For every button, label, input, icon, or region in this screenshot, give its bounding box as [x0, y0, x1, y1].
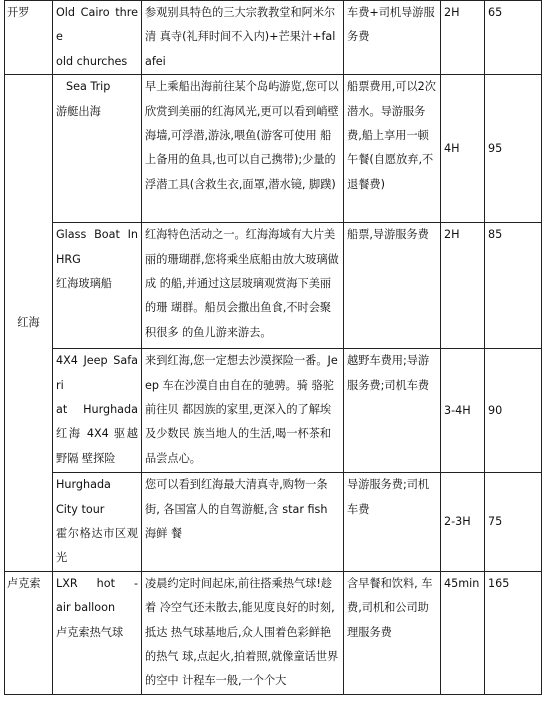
region-label: 红海 [17, 315, 40, 329]
tour-cost-included: 车费+司机导游服 务费 [344, 1, 441, 75]
tour-price: 75 [485, 473, 542, 572]
tour-duration: 3-4H [441, 349, 485, 473]
tour-name-line: Hurghada [56, 478, 111, 492]
tour-description: 红海特色活动之一。红海海域有大片美丽的珊瑚群,您将乘坐底船由放大玻璃做成 的船,并通过这层玻璃观赏海下美丽的珊 瑚群。船员会撒出鱼食,不时会聚积很多 的鱼儿游来游去。 [142, 223, 344, 349]
table-row [5, 473, 542, 572]
tour-duration: 2H [441, 223, 485, 349]
table-row [5, 223, 542, 349]
tour-name-line: air balloon [56, 601, 116, 615]
tour-name-line: 卢克索热气球 [56, 625, 124, 639]
tour-name-cell [53, 1, 142, 75]
tour-description: 来到红海,您一定想去沙漠探险一番。Jeep 车在沙漠自由自在的驰骋。骑 骆驼前往贝 都因族的家里,更深入的了解埃及少数民 族当地人的生活,喝一杯茶和品尝点心。 [142, 349, 344, 473]
tour-price: 65 [485, 1, 542, 75]
tour-name-line: LXR hot - [56, 576, 138, 590]
tour-duration: 2H [441, 1, 485, 75]
tour-name-cell [53, 473, 142, 572]
region-label: 卢克索 [7, 576, 41, 590]
tour-name-line: HRG [56, 252, 81, 266]
region-cell [5, 1, 53, 75]
tour-name-cell [53, 571, 142, 694]
tour-name-line: 红海玻璃船 [56, 277, 112, 291]
tour-duration: 2-3H [441, 473, 485, 572]
tour-name-line: 霍尔格达市区观 [56, 527, 138, 541]
tour-name-line: Old Cairo three [56, 6, 138, 44]
tour-name-cell [53, 223, 142, 349]
table-row [5, 75, 542, 223]
tour-description: 凌晨约定时间起床,前往搭乘热气球!趁着 冷空气还未散去,能见度良好的时刻,抵达 热气球基地后,众人围着色彩鲜艳的热气 球,点起火,拍着照,就像童话世界的空中 计程车一般,一个个大 [142, 571, 344, 694]
tour-duration: 45min [441, 571, 485, 694]
tour-name-line: old churches [56, 54, 128, 68]
tour-duration: 4H [441, 75, 485, 223]
tour-cost-included: 船票,导游服务费 [344, 223, 441, 349]
tour-cost-included: 含早餐和饮料, 车费,司机和公司助理服务费 [344, 571, 441, 694]
tour-price: 90 [485, 349, 542, 473]
tour-cost-included: 越野车费用;导游 服务费;司机车费 [344, 349, 441, 473]
tour-cost-included: 导游服务费;司机车费 [344, 473, 441, 572]
tour-cost-included: 船票费用,可以2次潜水。导游服务费,船上享用一顿午餐(自愿放弃,不退餐费) [344, 75, 441, 223]
table-row [5, 349, 542, 473]
tour-name-line: Sea Trip [66, 80, 111, 94]
tour-name-cell [53, 75, 142, 223]
tour-name-line: City tour [56, 502, 105, 516]
tour-price-table [4, 0, 542, 695]
tour-name-line: 游艇出海 [56, 104, 101, 118]
tour-price: 95 [485, 75, 542, 223]
tour-name-line: 野隔 壁探险 [56, 451, 116, 465]
table-row [5, 571, 542, 694]
table-row [5, 1, 542, 75]
region-cell [5, 571, 53, 694]
tour-name-line: at Hurghada [56, 403, 138, 417]
tour-price: 165 [485, 571, 542, 694]
region-label: 开罗 [7, 6, 30, 19]
tour-description: 您可以看到红海最大清真寺,购物一条街, 各国富人的自驾游艇,含 star fish 海鲜 餐 [142, 473, 344, 572]
tour-description: 参观别具特色的三大宗教教堂和阿米尔清 真寺(礼拜时间不入内)+芒果汁+falafei [142, 1, 344, 75]
region-cell [5, 75, 53, 572]
tour-name-line: 红海 4X4 驱越 [56, 427, 138, 441]
tour-description: 早上乘船出海前往某个岛屿游览,您可以 欣赏到美丽的红海风光,更可以看到峭壁 海墙,可浮潜,游泳,喂鱼(游客可使用 船上备用的鱼具,也可以自己携带);少量的浮潜工具(含救生衣,面罩,潜水镜, 脚蹼) [142, 75, 344, 223]
tour-name-line: Glass Boat In [56, 228, 138, 242]
tour-name-cell [53, 349, 142, 473]
tour-price: 85 [485, 223, 542, 349]
tour-name-line: 光 [56, 551, 68, 565]
tour-name-line: 4X4 Jeep Safari [56, 354, 138, 392]
